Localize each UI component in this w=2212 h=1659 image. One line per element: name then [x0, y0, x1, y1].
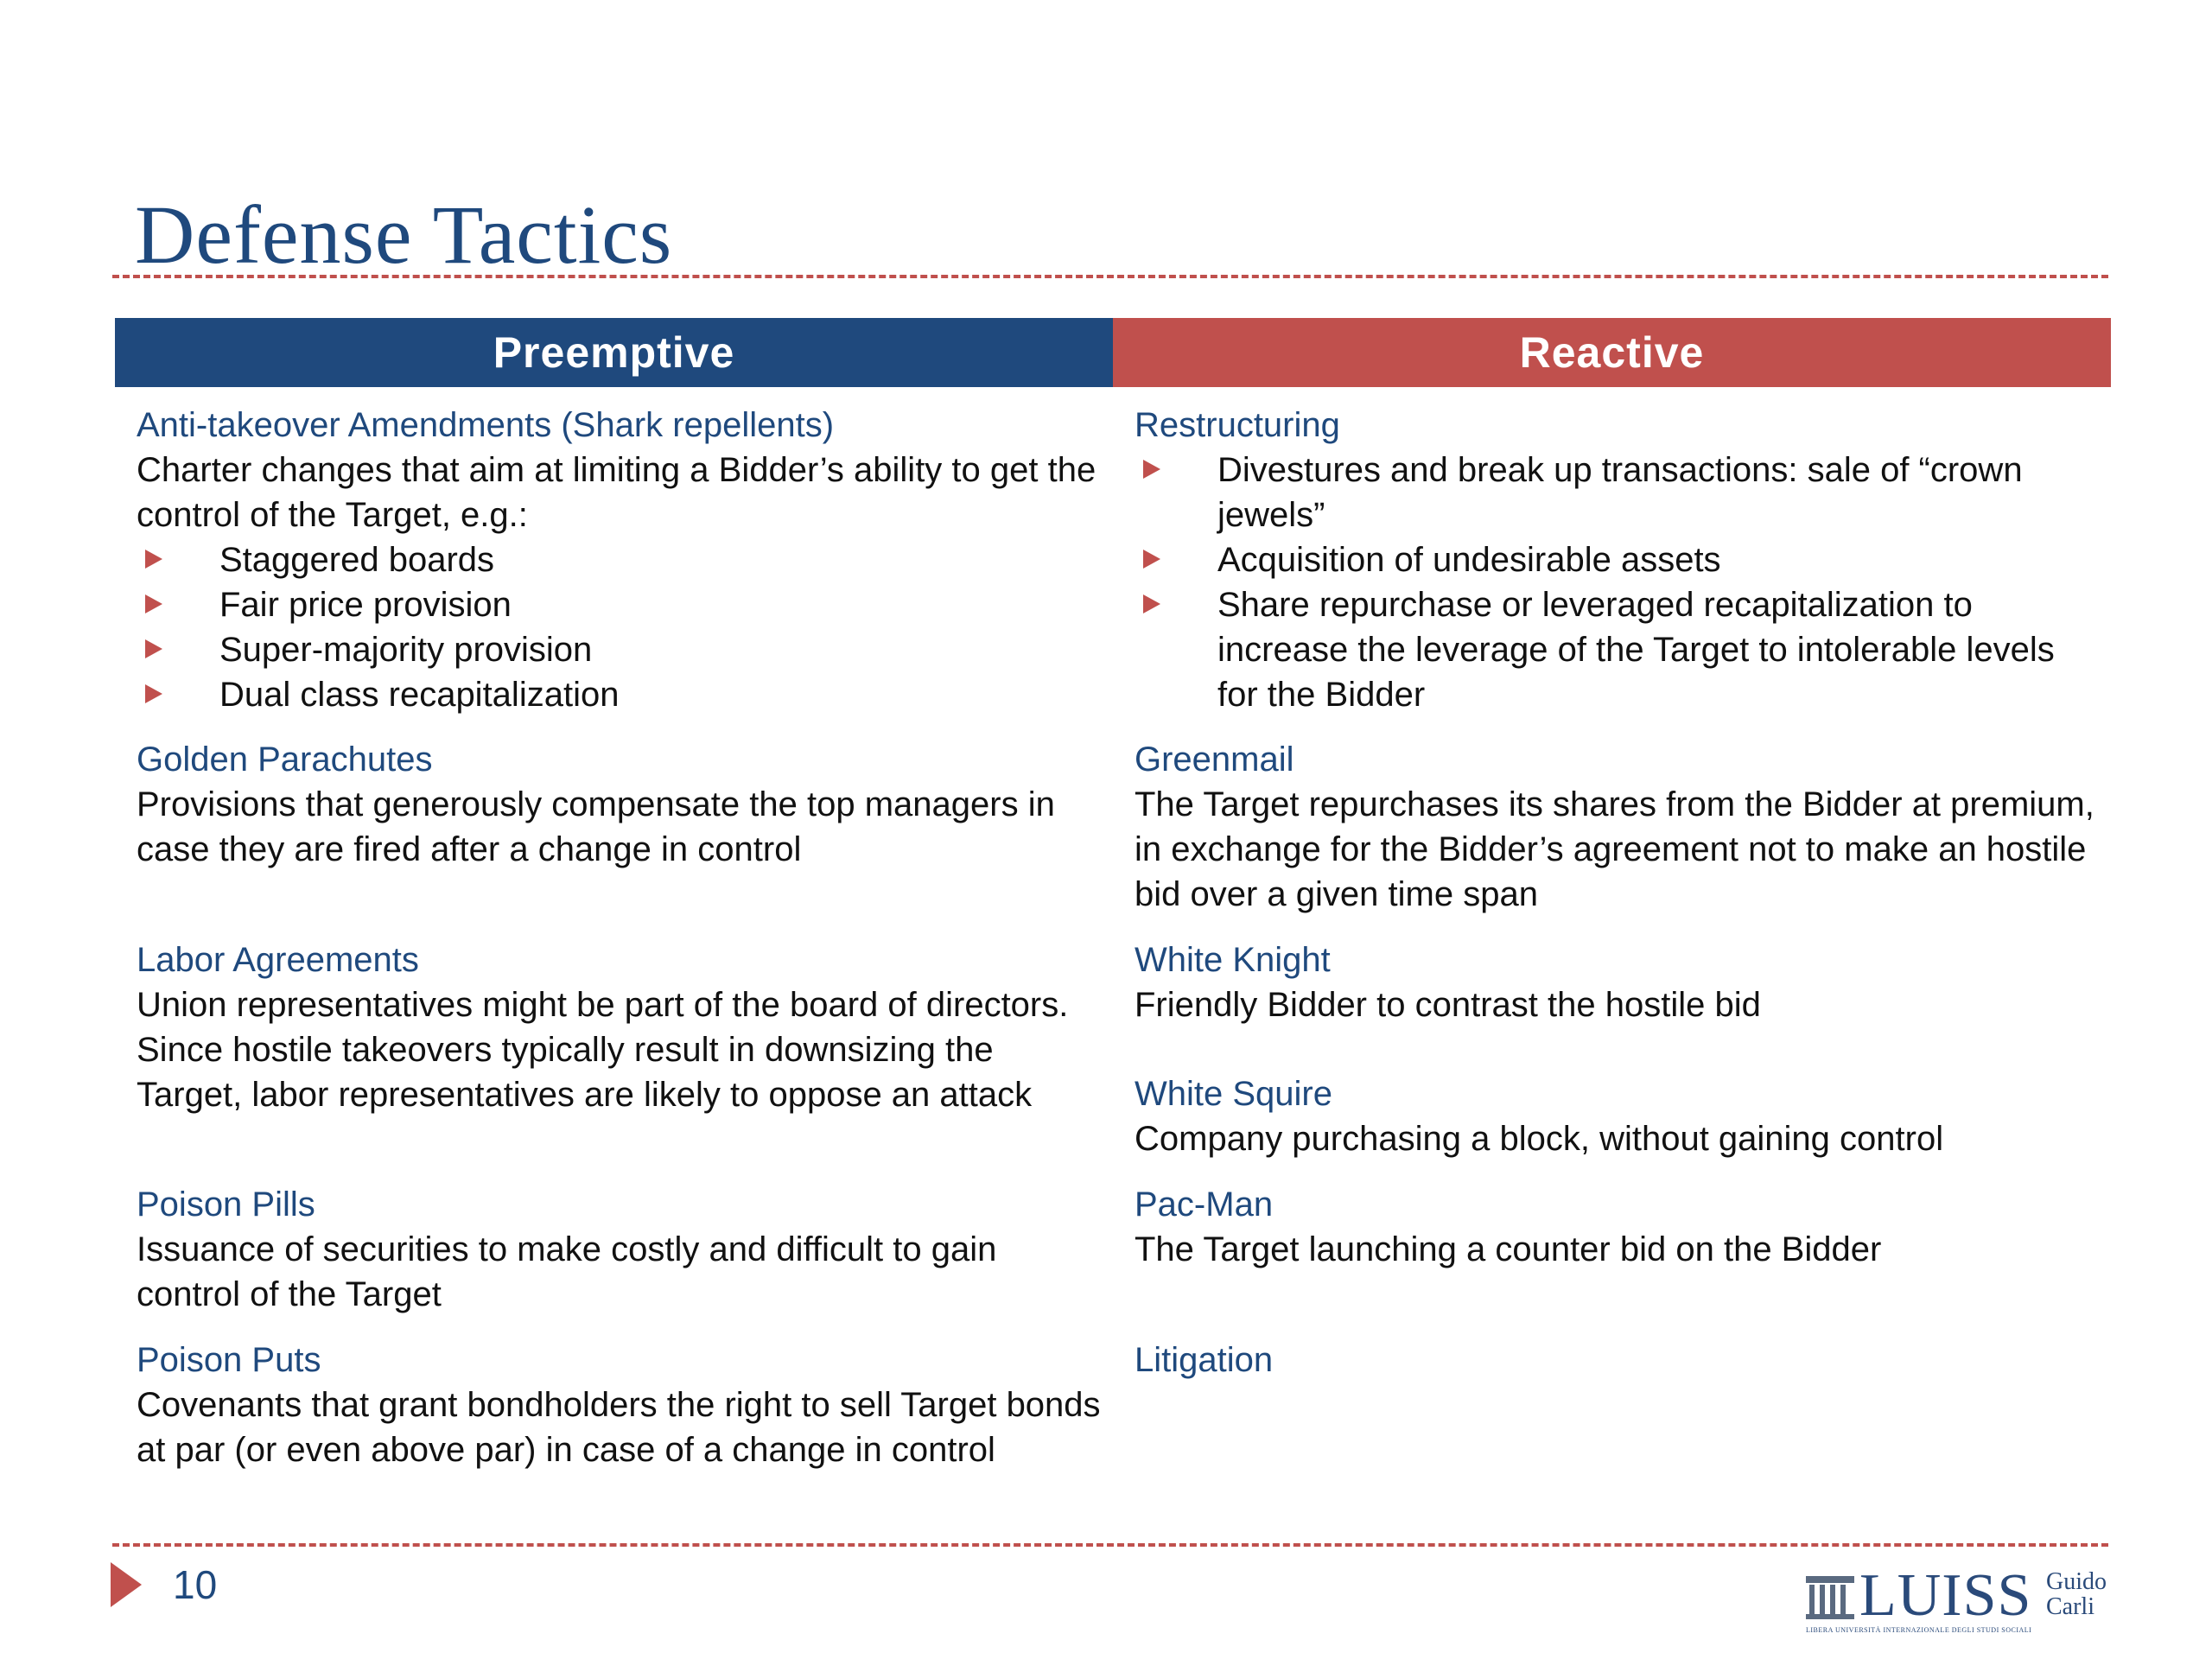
slide-title: Defense Tactics — [135, 188, 673, 281]
white-squire-title: White Squire — [1135, 1075, 1332, 1113]
bullet-item — [137, 672, 1104, 717]
litigation-section — [1135, 1338, 2102, 1382]
restructuring-bullet-list — [1135, 448, 2102, 717]
reactive-header: Reactive — [1113, 318, 2111, 387]
bullet-text: Super-majority provision — [219, 631, 593, 669]
poison-puts-section — [137, 1338, 1104, 1472]
white-squire-desc: Company purchasing a block, without gaining control — [1135, 1120, 1944, 1158]
logo-sub-line1: Guido — [2046, 1568, 2107, 1595]
title-divider — [112, 275, 2108, 278]
bullet-item — [137, 582, 1104, 627]
triangle-bullet-icon — [1143, 460, 1160, 479]
poison-pills-section — [137, 1182, 1104, 1317]
preemptive-header: Preemptive — [115, 318, 1113, 387]
golden-parachutes-section — [137, 737, 1104, 872]
temple-icon — [1806, 1576, 1854, 1619]
bullet-text: Divestures and break up transactions: sale of “crown jewels” — [1217, 451, 2023, 534]
triangle-bullet-icon — [1143, 550, 1160, 569]
poison-pills-desc: Issuance of securities to make costly and difficult to gain control of the Target — [137, 1230, 997, 1313]
restructuring-title: Restructuring — [1135, 406, 1340, 444]
footer-divider — [112, 1543, 2108, 1547]
page-number: 10 — [173, 1562, 218, 1607]
poison-pills-title: Poison Pills — [137, 1185, 315, 1224]
poison-puts-title: Poison Puts — [137, 1341, 321, 1379]
labor-agreements-desc: Union representatives might be part of the board of directors. Since hostile takeovers typically result in downsizing the Target, labor representatives are likely to oppose an attack — [137, 986, 1069, 1114]
greenmail-desc: The Target repurchases its shares from the Bidder at premium, in exchange for the Bidder’s agreement not to make an hostile bid over a given time span — [1135, 785, 2094, 913]
greenmail-section — [1135, 737, 2102, 917]
page-arrow-icon — [111, 1562, 142, 1607]
pac-man-title: Pac-Man — [1135, 1185, 1274, 1224]
logo-sub-line2: Carli — [2046, 1593, 2094, 1620]
bullet-item — [1135, 582, 2102, 717]
poison-puts-desc: Covenants that grant bondholders the right to sell Target bonds at par (or even above par) in case of a change in control — [137, 1386, 1101, 1469]
white-knight-desc: Friendly Bidder to contrast the hostile bid — [1135, 986, 1761, 1024]
logo-subtitle — [2046, 1569, 2115, 1619]
pac-man-section — [1135, 1182, 2102, 1272]
triangle-bullet-icon — [145, 639, 162, 658]
bullet-item — [1135, 537, 2102, 582]
bullet-text: Share repurchase or leveraged recapitalization to increase the leverage of the Target to intolerable levels for the Bidder — [1217, 586, 2055, 714]
bullet-item — [137, 627, 1104, 672]
bullet-text: Fair price provision — [219, 586, 512, 624]
triangle-bullet-icon — [1143, 594, 1160, 613]
labor-agreements-section — [137, 938, 1104, 1117]
litigation-title: Litigation — [1135, 1341, 1274, 1379]
logo-tagline: LIBERA UNIVERSITÀ INTERNAZIONALE DEGLI STUDI SOCIALI — [1806, 1626, 2032, 1634]
luiss-logo — [1806, 1562, 2117, 1640]
golden-parachutes-title: Golden Parachutes — [137, 741, 433, 779]
anti-takeover-title: Anti-takeover Amendments (Shark repellents) — [137, 406, 835, 444]
anti-takeover-bullet-list — [137, 537, 1104, 717]
white-knight-section — [1135, 938, 2102, 1027]
anti-takeover-section — [137, 403, 1104, 717]
golden-parachutes-desc: Provisions that generously compensate the top managers in case they are fired after a change in control — [137, 785, 1055, 868]
triangle-bullet-icon — [145, 594, 162, 613]
greenmail-title: Greenmail — [1135, 741, 1294, 779]
bullet-text: Dual class recapitalization — [219, 676, 620, 714]
labor-agreements-title: Labor Agreements — [137, 941, 419, 979]
restructuring-section — [1135, 403, 2102, 717]
white-knight-title: White Knight — [1135, 941, 1331, 979]
bullet-item — [137, 537, 1104, 582]
bullet-text: Acquisition of undesirable assets — [1217, 541, 1721, 579]
bullet-item — [1135, 448, 2102, 537]
triangle-bullet-icon — [145, 684, 162, 703]
anti-takeover-desc: Charter changes that aim at limiting a Bidder’s ability to get the control of the Target, e.g.: — [137, 451, 1096, 534]
bullet-text: Staggered boards — [219, 541, 495, 579]
triangle-bullet-icon — [145, 550, 162, 569]
white-squire-section — [1135, 1071, 2102, 1161]
pac-man-desc: The Target launching a counter bid on the Bidder — [1135, 1230, 1882, 1268]
logo-name: LUISS — [1859, 1562, 2032, 1629]
